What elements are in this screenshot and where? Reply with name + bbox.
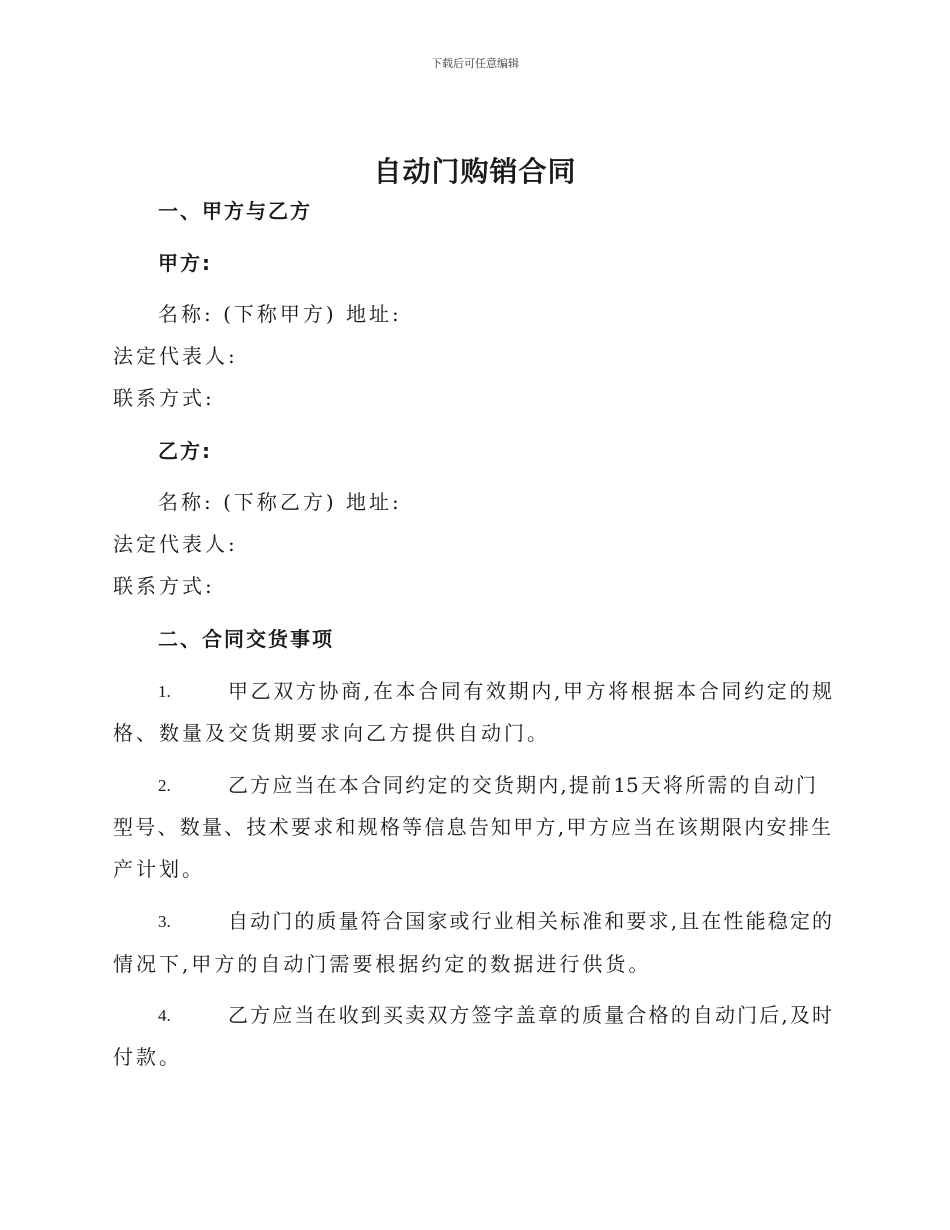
item-text-line: 自动门的质量符合国家或行业相关标准和要求,且在性能稳定的 [228,909,832,933]
party-a-contact-line: 联系方式: [113,386,215,410]
header-note: 下载后可任意编辑 [431,57,519,70]
party-a-label: 甲方: [158,251,212,275]
item-number: 4. [158,1006,171,1025]
party-a-name-line: 名称: (下称甲方) 地址: [158,302,402,326]
section-heading-delivery: 二、合同交货事项 [158,627,334,651]
document-title: 自动门购销合同 [373,155,577,188]
item-text-line: 格、数量及交货期要求向乙方提供自动门。 [113,721,550,745]
item-text-line: 乙方应当在本合同约定的交货期内,提前15天将所需的自动门 [228,773,816,797]
item-text-line: 型号、数量、技术要求和规格等信息告知甲方,甲方应当在该期限内安排生 [113,815,831,839]
item-number: 2. [158,776,171,795]
item-text-line: 乙方应当在收到买卖双方签字盖章的质量合格的自动门后,及时 [228,1003,832,1027]
item-text-line: 产计划。 [113,857,205,881]
party-b-name-line: 名称: (下称乙方) 地址: [158,490,402,514]
party-b-label: 乙方: [158,439,212,463]
section-heading-parties: 一、甲方与乙方 [158,199,312,223]
item-number: 1. [158,682,171,701]
item-text-line: 情况下,甲方的自动门需要根据约定的数据进行供货。 [113,952,652,976]
party-b-rep-line: 法定代表人: [113,532,238,556]
party-a-rep-line: 法定代表人: [113,344,238,368]
item-text-line: 甲乙双方协商,在本合同有效期内,甲方将根据本合同约定的规 [228,679,832,703]
party-b-contact-line: 联系方式: [113,574,215,598]
item-text-line: 付款。 [113,1045,182,1069]
item-number: 3. [158,912,171,931]
